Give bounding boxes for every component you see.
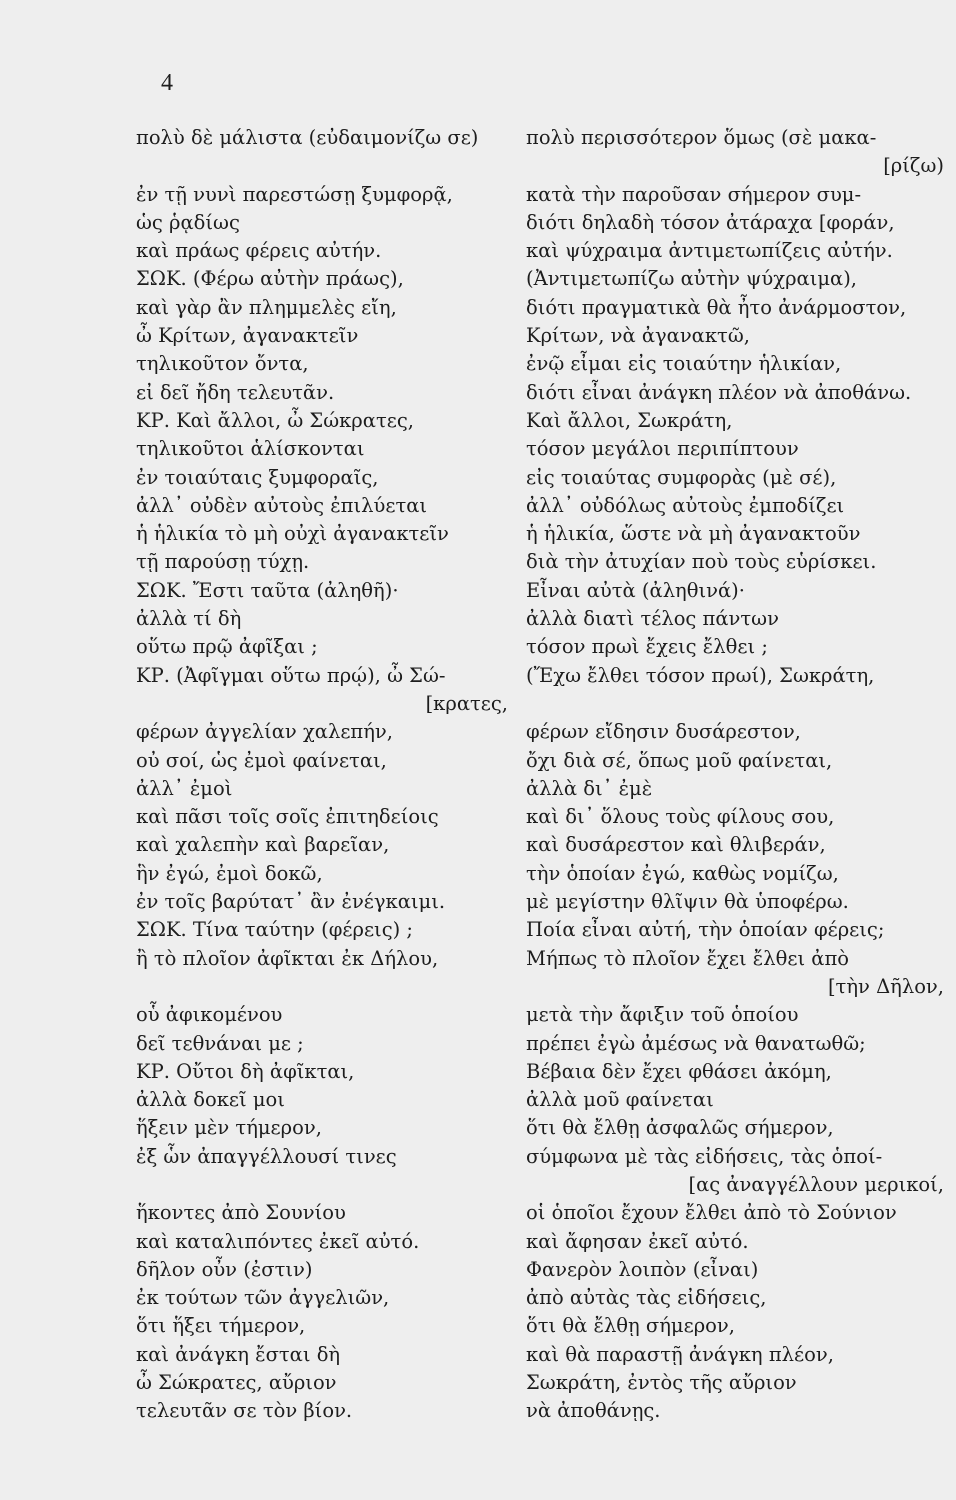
greek-text-line: ἀλλ᾽ ἐμοὶ <box>136 776 233 800</box>
translation-line: τὴν ὁποίαν ἐγώ, καθὼς νομίζω, <box>526 861 839 885</box>
greek-text-line: ΚΡ. Καὶ ἄλλοι, ὦ Σώκρατες, <box>136 408 414 432</box>
greek-text-line: καὶ πᾶσι τοῖς σοῖς ἐπιτηδείοις <box>136 805 439 829</box>
greek-text-line: δεῖ τεθνάναι με ; <box>136 1031 304 1055</box>
greek-text-line <box>136 973 516 1001</box>
greek-text-line: ὅτι ἥξει τήμερον, <box>136 1314 306 1338</box>
translation-line: ὅτι θὰ ἔλθῃ σήμερον, <box>526 1314 735 1338</box>
translation-line: ἀπὸ αὐτὰς τὰς εἰδήσεις, <box>526 1286 767 1310</box>
greek-text-line: οὕτω πρῷ ἀφῖξαι ; <box>136 635 318 659</box>
translation-line: διότι πραγματικὰ θὰ ἦτο ἀνάρμοστον, <box>526 295 907 319</box>
greek-text-line: ΚΡ. Οὔτοι δὴ ἀφῖκται, <box>136 1059 355 1083</box>
translation-line: (Ἔχω ἔλθει τόσον πρωί), Σωκράτη, <box>526 663 875 687</box>
greek-text-line: ΣΩΚ. (Φέρω αὐτὴν πράως), <box>136 267 404 291</box>
greek-text-line: τηλικοῦτον ὄντα, <box>136 352 309 376</box>
greek-text-line: ἐξ ὧν ἀπαγγέλλουσί τινες <box>136 1144 397 1168</box>
greek-text-line: φέρων ἀγγελίαν χαλεπήν, <box>136 720 393 744</box>
translation-line: ἀλλ᾽ οὐδόλως αὐτοὺς ἐμποδίζει <box>526 493 845 517</box>
translation-line: εἰς τοιαύτας συμφορὰς (μὲ σέ), <box>526 465 837 489</box>
greek-text-line: καὶ καταλιπόντες ἐκεῖ αὐτό. <box>136 1229 420 1253</box>
translation-line: ὅτι θὰ ἔλθῃ ἀσφαλῶς σήμερον, <box>526 1116 834 1140</box>
greek-text-line: οὗ ἀφικομένου <box>136 1003 283 1027</box>
translation-line: οἱ ὁποῖοι ἔχουν ἔλθει ἀπὸ τὸ Σούνιον <box>526 1201 897 1225</box>
translation-line: [ας ἀναγγέλλουν μερικοί, <box>688 1172 944 1196</box>
translation-line: φέρων εἴδησιν δυσάρεστον, <box>526 720 801 744</box>
greek-text-line: καὶ γὰρ ἂν πλημμελὲς εἴη, <box>136 295 397 319</box>
greek-text-line: ἐν τῇ νυνὶ παρεστώσῃ ξυμφορᾷ, <box>136 182 453 206</box>
greek-text-line: καὶ πράως φέρεις αὐτήν. <box>136 239 382 263</box>
greek-text-line: πολὺ δὲ μάλιστα (εὐδαιμονίζω σε) <box>136 126 479 149</box>
translation-line: καὶ ἄφησαν ἐκεῖ αὐτό. <box>526 1229 749 1253</box>
translation-line: Ποία εἶναι αὐτή, τὴν ὁποίαν φέρεις; <box>526 918 885 942</box>
greek-text-line: καὶ χαλεπὴν καὶ βαρεῖαν, <box>136 833 390 857</box>
translation-line: [τὴν Δῆλον, <box>827 974 944 998</box>
page-number: 4 <box>161 70 173 96</box>
translation-line: μὲ μεγίστην θλῖψιν θὰ ὑποφέρω. <box>526 890 849 914</box>
greek-text-line: ἢ τὸ πλοῖον ἀφῖκται ἐκ Δήλου, <box>136 946 439 970</box>
translation-line: σύμφωνα μὲ τὰς εἰδήσεις, τὰς ὁποί- <box>526 1144 883 1168</box>
greek-text-line: ἥξειν μὲν τήμερον, <box>136 1116 322 1140</box>
translation-line: (Ἀντιμετωπίζω αὐτὴν ψύχραιμα), <box>526 267 858 291</box>
greek-text-line: ὦ Κρίτων, ἀγανακτεῖν <box>136 324 359 348</box>
greek-text-line: ἐν τοιαύταις ξυμφοραῖς, <box>136 465 379 489</box>
translation-line: ἀλλὰ διατὶ τέλος πάντων <box>526 607 779 631</box>
translation-line: καὶ δι᾽ ὅλους τοὺς φίλους σου, <box>526 805 835 829</box>
translation-line: τόσον πρωὶ ἔχεις ἔλθει ; <box>526 635 768 659</box>
translation-line: ἡ ἡλικία, ὥστε νὰ μὴ ἀγανακτοῦν <box>526 522 861 546</box>
translation-line: μετὰ τὴν ἄφιξιν τοῦ ὁποίου <box>526 1003 799 1027</box>
greek-text-line: εἰ δεῖ ἤδη τελευτᾶν. <box>136 380 335 404</box>
translation-line: Βέβαια δὲν ἔχει φθάσει ἀκόμη, <box>526 1059 832 1083</box>
greek-text-line: ἐκ τούτων τῶν ἀγγελιῶν, <box>136 1286 390 1310</box>
translation-line: καὶ δυσάρεστον καὶ θλιβεράν, <box>526 833 826 857</box>
translation-line: Κρίτων, νὰ ἀγανακτῶ, <box>526 324 750 348</box>
greek-text-line: [κρατες, <box>425 691 508 715</box>
greek-text-line: ἐν τοῖς βαρύτατ᾽ ἂν ἐνέγκαιμι. <box>136 890 446 914</box>
translation-line: νὰ ἀποθάνῃς. <box>526 1399 661 1423</box>
translation-line: καὶ ψύχραιμα ἀντιμετωπίζεις αὐτήν. <box>526 239 893 263</box>
translation-line: ὄχι διὰ σέ, ὅπως μοῦ φαίνεται, <box>526 748 833 772</box>
translation-line: διότι εἶναι ἀνάγκη πλέον νὰ ἀποθάνω. <box>526 380 912 404</box>
greek-text-line: ἀλλ᾽ οὐδὲν αὐτοὺς ἐπιλύεται <box>136 493 428 517</box>
translation-line: πρέπει ἐγὼ ἀμέσως νὰ θανατωθῶ; <box>526 1031 866 1055</box>
greek-text-line: ΣΩΚ. Τίνα ταύτην (φέρεις) ; <box>136 918 413 942</box>
translation-line: τόσον μεγάλοι περιπίπτουν <box>526 437 799 461</box>
translation-line <box>526 690 944 718</box>
greek-text-line: τηλικοῦτοι ἁλίσκονται <box>136 437 365 461</box>
greek-text-line: τῇ παρούσῃ τύχῃ. <box>136 550 310 574</box>
greek-text-line: ἀλλὰ τί δὴ <box>136 607 242 631</box>
greek-text-line: δῆλον οὖν (ἐστιν) <box>136 1257 313 1281</box>
translation-line: διὰ τὴν ἀτυχίαν ποὺ τοὺς εὑρίσκει. <box>526 550 877 574</box>
greek-text-line: ἀλλὰ δοκεῖ μοι <box>136 1088 285 1112</box>
greek-text-line: οὐ σοί, ὡς ἐμοὶ φαίνεται, <box>136 748 387 772</box>
translation-line: διότι δηλαδὴ τόσον ἀτάραχα [φοράν, <box>526 210 895 234</box>
translation-line: Φανερὸν λοιπὸν (εἶναι) <box>526 1257 759 1281</box>
translation-line: ἐνῷ εἶμαι εἰς τοιαύτην ἡλικίαν, <box>526 352 842 376</box>
translation-line: Εἶναι αὐτὰ (ἀληθινά)· <box>526 578 745 602</box>
greek-text-line <box>136 1171 516 1199</box>
greek-text-line <box>136 152 516 180</box>
greek-text-line: ΚΡ. (Ἀφῖγμαι οὕτω πρῴ), ὦ Σώ- <box>136 663 446 687</box>
translation-line: Σωκράτη, ἐντὸς τῆς αὔριον <box>526 1371 797 1395</box>
translation-line: ἀλλὰ μοῦ φαίνεται <box>526 1088 714 1112</box>
translation-line: Καὶ ἄλλοι, Σωκράτη, <box>526 408 733 432</box>
greek-text-line: τελευτᾶν σε τὸν βίον. <box>136 1399 353 1423</box>
translation-line: καὶ θὰ παραστῇ ἀνάγκη πλέον, <box>526 1342 834 1366</box>
translation-line: [ρίζω) <box>883 154 944 178</box>
greek-text-line: ἣν ἐγώ, ἐμοὶ δοκῶ, <box>136 861 323 885</box>
ancient-greek-text-column <box>136 124 516 1426</box>
greek-text-line: ὡς ῥᾳδίως <box>136 210 240 234</box>
greek-text-line: ἥκοντες ἀπὸ Σουνίου <box>136 1201 346 1225</box>
translation-line: Μήπως τὸ πλοῖον ἔχει ἔλθει ἀπὸ <box>526 946 850 970</box>
translation-line: ἀλλὰ δι᾽ ἐμὲ <box>526 776 653 800</box>
translation-line: κατὰ τὴν παροῦσαν σήμερον συμ- <box>526 182 862 206</box>
modern-greek-translation-column <box>526 124 944 1426</box>
translation-line: πολὺ περισσότερον ὅμως (σὲ μακα- <box>526 126 877 149</box>
greek-text-line: ἡ ἡλικία τὸ μὴ οὐχὶ ἀγανακτεῖν <box>136 522 449 546</box>
greek-text-line: καὶ ἀνάγκη ἔσται δὴ <box>136 1342 341 1366</box>
greek-text-line: ΣΩΚ. Ἔστι ταῦτα (ἀληθῆ)· <box>136 578 399 602</box>
greek-text-line: ὦ Σώκρατες, αὔριον <box>136 1371 337 1395</box>
